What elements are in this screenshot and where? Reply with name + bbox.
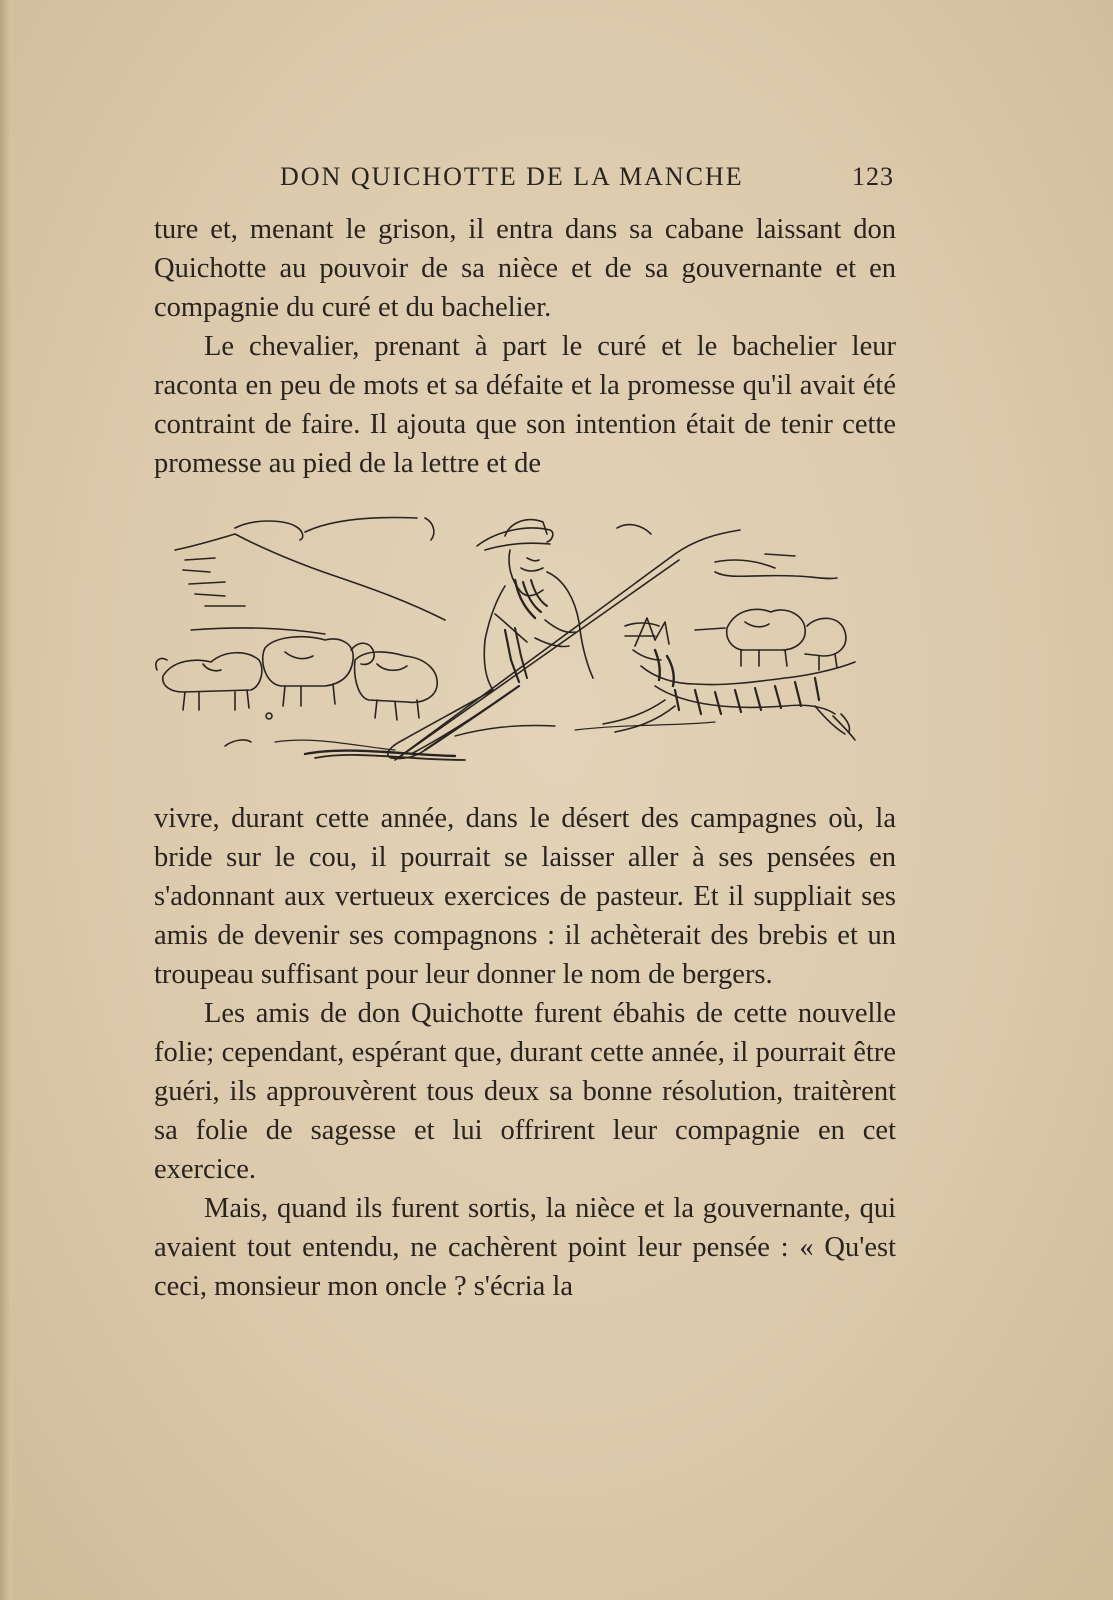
page-binding-edge: [0, 0, 14, 1600]
shepherd-with-dog-and-sheep-illustration: [155, 510, 875, 770]
paragraph: Les amis de don Quichotte furent ébahis de cette nouvelle folie; cependant, espérant que, durant cette année, il pourrait être guéri, ils approuvèrent tous deux sa bonne résolution, traitèrent sa folie de sagesse et lui offrirent leur compagnie en cet exercice.: [154, 998, 896, 1185]
page-number: 123: [852, 162, 894, 191]
paragraph: Le chevalier, prenant à part le curé et le bachelier leur raconta en peu de mots et sa défaite et la promesse qu'il avait été contraint de faire. Il ajouta que son intention était de tenir cette promesse au pied de la lettre et de: [154, 331, 896, 479]
shepherd-illustration: [155, 510, 875, 770]
paragraph: ture et, menant le grison, il entra dans sa cabane laissant don Quichotte au pouvoir de sa nièce et de sa gouvernante et en compagnie du curé et du bachelier.: [154, 214, 896, 323]
text-block-bottom: [154, 799, 896, 1306]
text-block-top: [154, 210, 896, 483]
paragraph: Mais, quand ils furent sortis, la nièce et la gouvernante, qui avaient tout entendu, ne cachèrent point leur pensée : « Qu'est ceci, monsieur mon oncle ? s'écria la: [154, 1193, 896, 1302]
paragraph: vivre, durant cette année, dans le désert des campagnes où, la bride sur le cou, il pourrait se laisser aller à ses pensées en s'adonnant aux vertueux exercices de pasteur. Et il suppliait ses amis de devenir ses compagnons : il achèterait des brebis et un troupeau suffisant pour leur donner le nom de bergers.: [154, 803, 896, 990]
running-head-title: DON QUICHOTTE DE LA MANCHE: [280, 162, 744, 191]
